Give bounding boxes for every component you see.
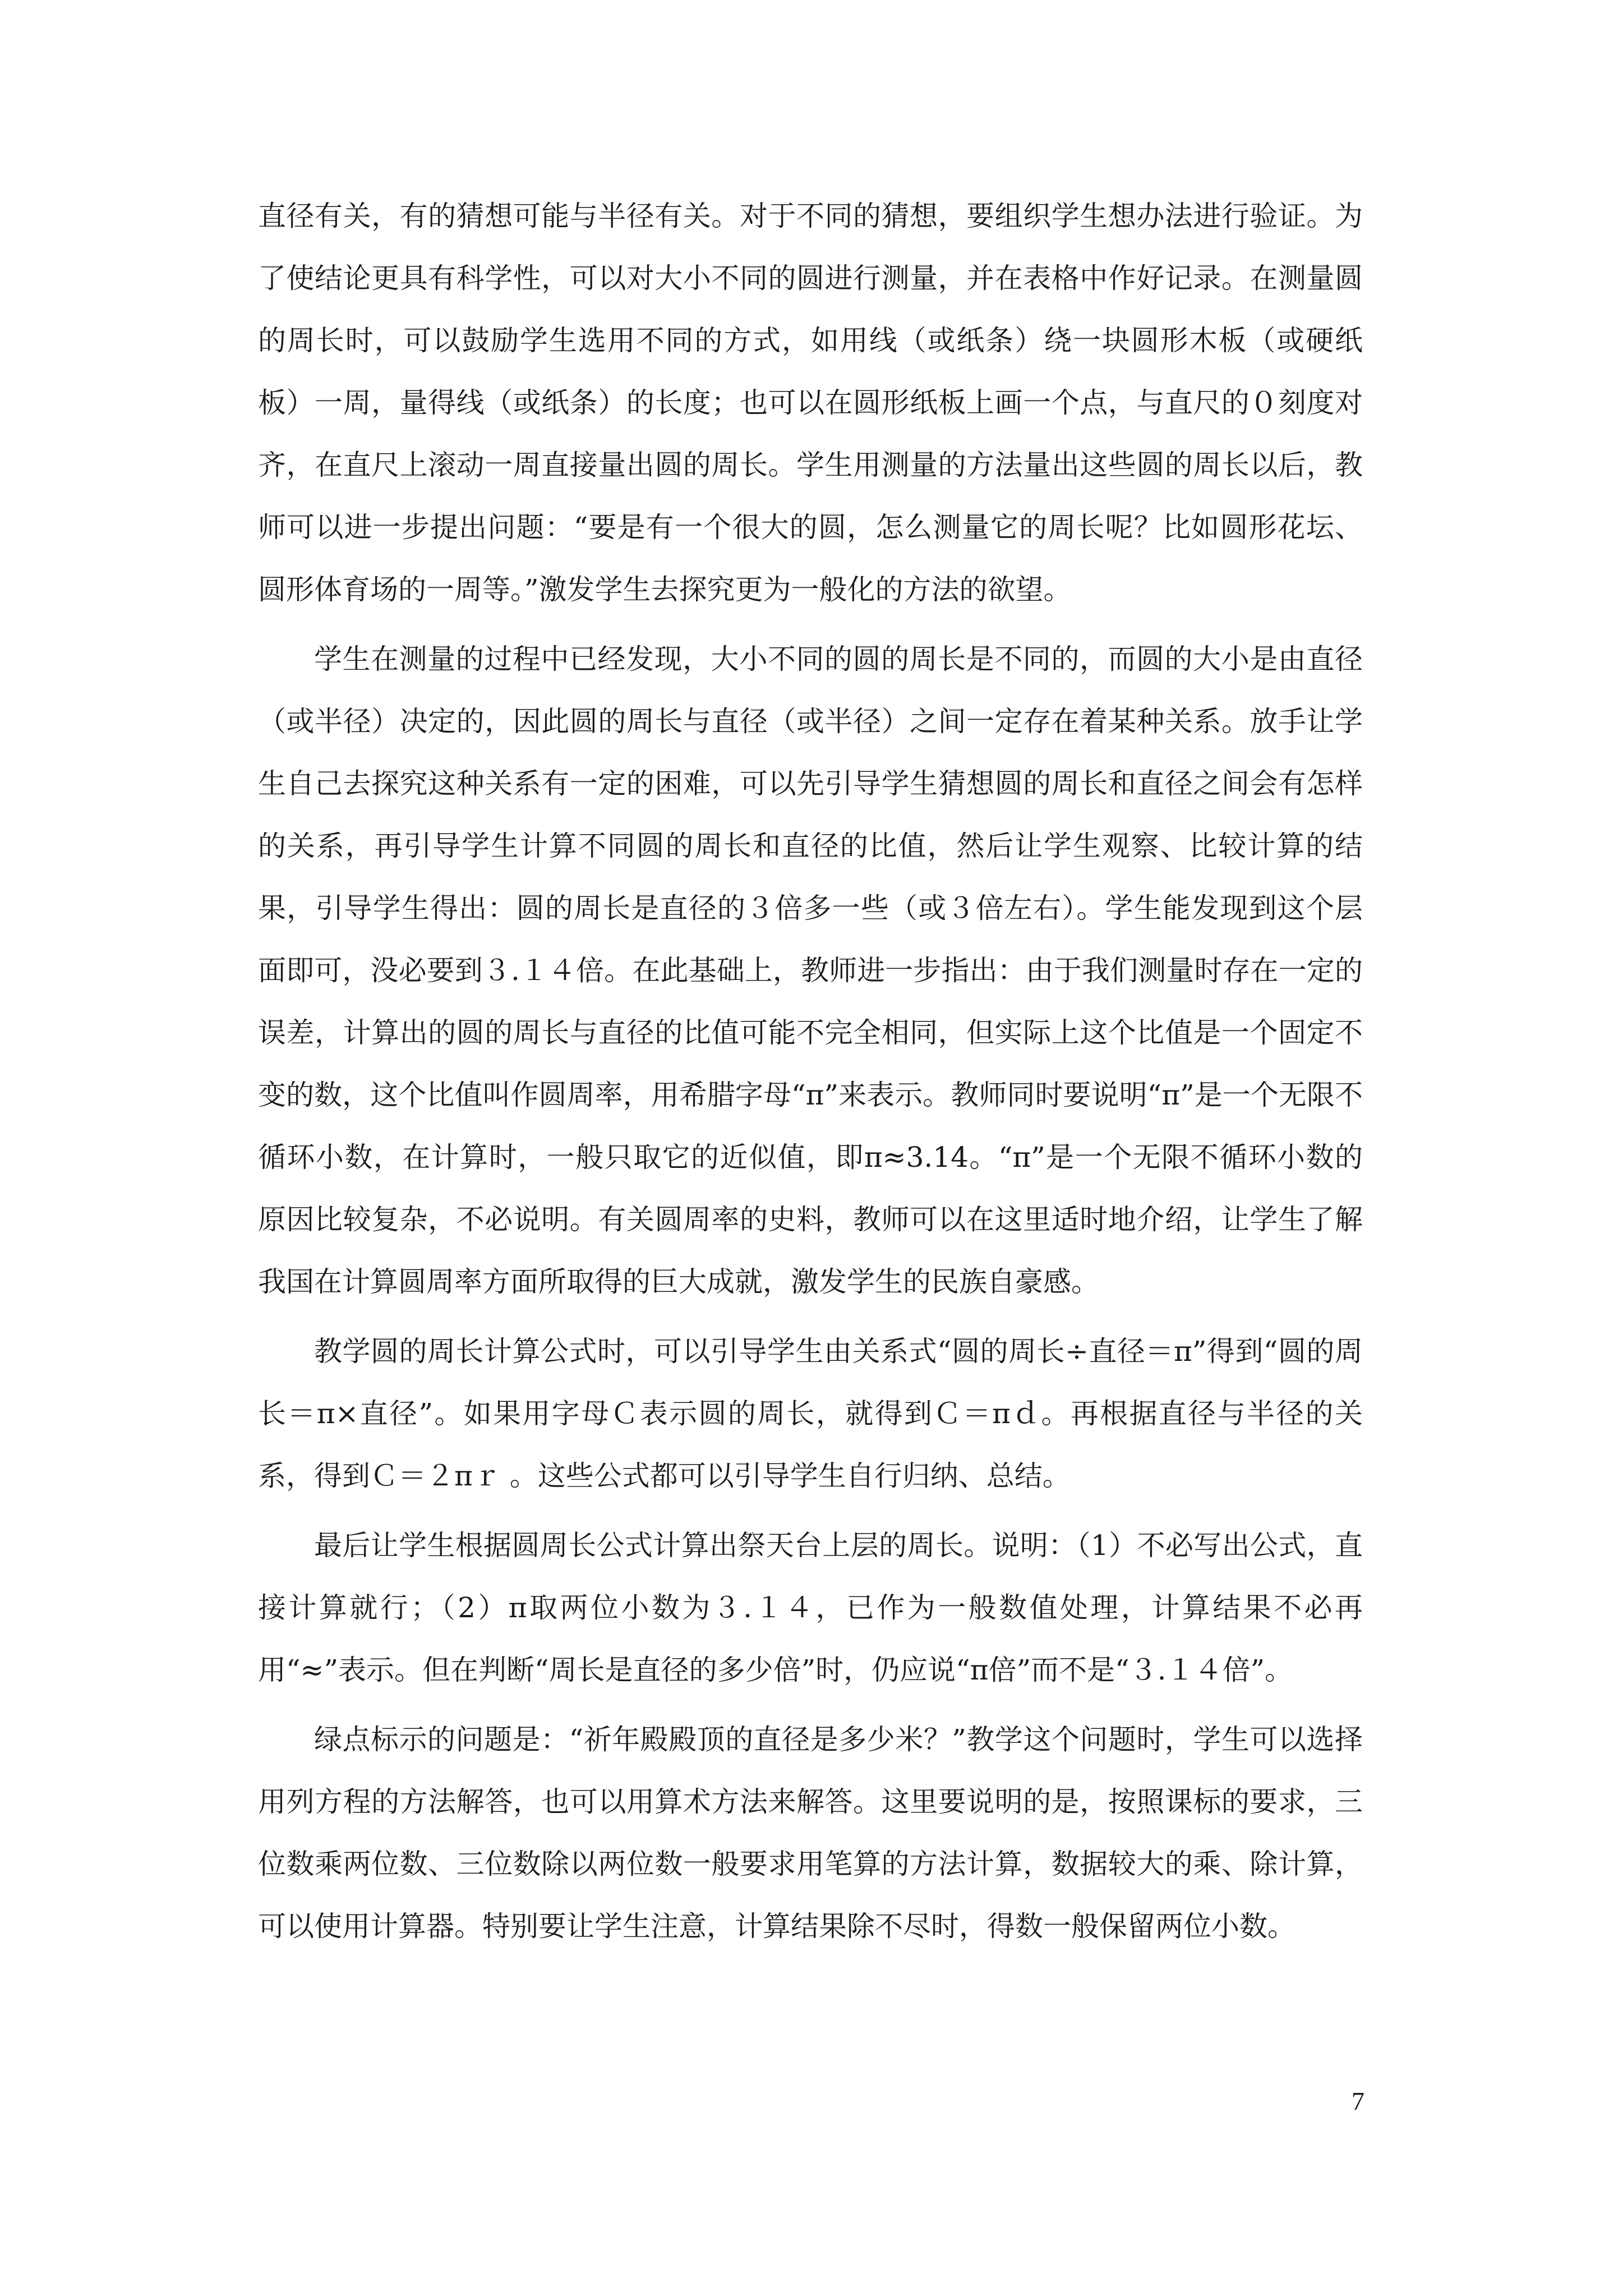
paragraph-4: 最后让学生根据圆周长公式计算出祭天台上层的周长。说明：（1）不必写出公式，直接计算就行；（2）π取两位小数为３.１４，已作为一般数值处理，计算结果不必再用“≈”表示。但在判断“周长是直径的多少倍”时，仍应说“π倍”而不是“３.１４倍”。	[258, 1529, 1363, 1686]
paragraph-3: 教学圆的周长计算公式时，可以引导学生由关系式“圆的周长÷直径＝π”得到“圆的周长＝π×直径”。如果用字母Ｃ表示圆的周长，就得到Ｃ＝πｄ。再根据直径与半径的关系，得到Ｃ＝２πｒ 。这些公式都可以引导学生自行归纳、总结。	[258, 1335, 1363, 1492]
paragraph-2: 学生在测量的过程中已经发现，大小不同的圆的周长是不同的，而圆的大小是由直径（或半径）决定的，因此圆的周长与直径（或半径）之间一定存在着某种关系。放手让学生自己去探究这种关系有一定的困难，可以先引导学生猜想圆的周长和直径之间会有怎样的关系，再引导学生计算不同圆的周长和直径的比值，然后让学生观察、比较计算的结果，引导学生得出：圆的周长是直径的３倍多一些（或３倍左右）。学生能发现到这个层面即可，没必要到３.１４倍。在此基础上，教师进一步指出：由于我们测量时存在一定的误差，计算出的圆的周长与直径的比值可能不完全相同，但实际上这个比值是一个固定不变的数，这个比值叫作圆周率，用希腊字母“π”来表示。教师同时要说明“π”是一个无限不循环小数，在计算时，一般只取它的近似值，即π≈3.14。“π”是一个无限不循环小数的原因比较复杂，不必说明。有关圆周率的史料，教师可以在这里适时地介绍，让学生了解我国在计算圆周率方面所取得的巨大成就，激发学生的民族自豪感。	[258, 643, 1363, 1298]
page-body	[258, 185, 1363, 1958]
page-number: 7	[1352, 2087, 1364, 2115]
paragraph-1: 直径有关，有的猜想可能与半径有关。对于不同的猜想，要组织学生想办法进行验证。为了使结论更具有科学性，可以对大小不同的圆进行测量，并在表格中作好记录。在测量圆的周长时，可以鼓励学生选用不同的方式，如用线（或纸条）绕一块圆形木板（或硬纸板）一周，量得线（或纸条）的长度；也可以在圆形纸板上画一个点，与直尺的０刻度对齐，在直尺上滚动一周直接量出圆的周长。学生用测量的方法量出这些圆的周长以后，教师可以进一步提出问题：“要是有一个很大的圆，怎么测量它的周长呢？比如圆形花坛、圆形体育场的一周等。”激发学生去探究更为一般化的方法的欲望。	[258, 200, 1363, 606]
paragraph-5: 绿点标示的问题是：“祈年殿殿顶的直径是多少米？”教学这个问题时，学生可以选择用列方程的方法解答，也可以用算术方法来解答。这里要说明的是，按照课标的要求，三位数乘两位数、三位数除以两位数一般要求用笔算的方法计算，数据较大的乘、除计算，可以使用计算器。特别要让学生注意，计算结果除不尽时，得数一般保留两位小数。	[258, 1723, 1363, 1943]
